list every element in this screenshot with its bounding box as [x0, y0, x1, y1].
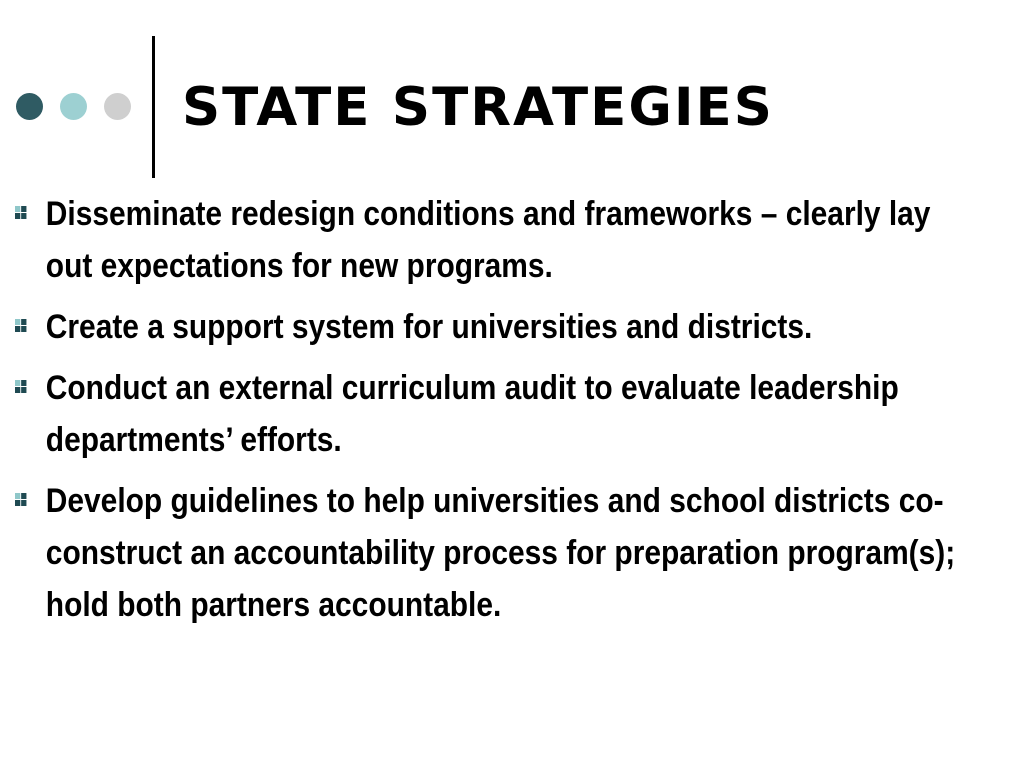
- bullet-item: [15, 301, 979, 353]
- bullet-text: Conduct an external curriculum audit to evaluate leadership departments’ efforts.: [45, 369, 899, 459]
- bullet-text: Disseminate redesign conditions and frameworks – clearly lay out expectations for new programs.: [45, 195, 931, 285]
- decor-dot-teal: [60, 93, 87, 120]
- bullet-item: [15, 475, 979, 631]
- title-divider: [152, 36, 155, 178]
- bullet-text: Develop guidelines to help universities and school districts co-construct an accountability process for preparation program(s); hold both partners accountable.: [45, 482, 956, 624]
- square-bullet-icon: [15, 319, 26, 332]
- slide-title: STATE STRATEGIES: [182, 77, 774, 138]
- square-bullet-icon: [15, 380, 26, 393]
- bullet-list: [15, 188, 995, 640]
- bullet-text: Create a support system for universities and districts.: [45, 308, 813, 346]
- decor-dot-dark: [16, 93, 43, 120]
- square-bullet-icon: [15, 493, 26, 506]
- decor-dot-gray: [104, 93, 131, 120]
- bullet-item: [15, 188, 979, 292]
- bullet-item: [15, 362, 979, 466]
- square-bullet-icon: [15, 206, 26, 219]
